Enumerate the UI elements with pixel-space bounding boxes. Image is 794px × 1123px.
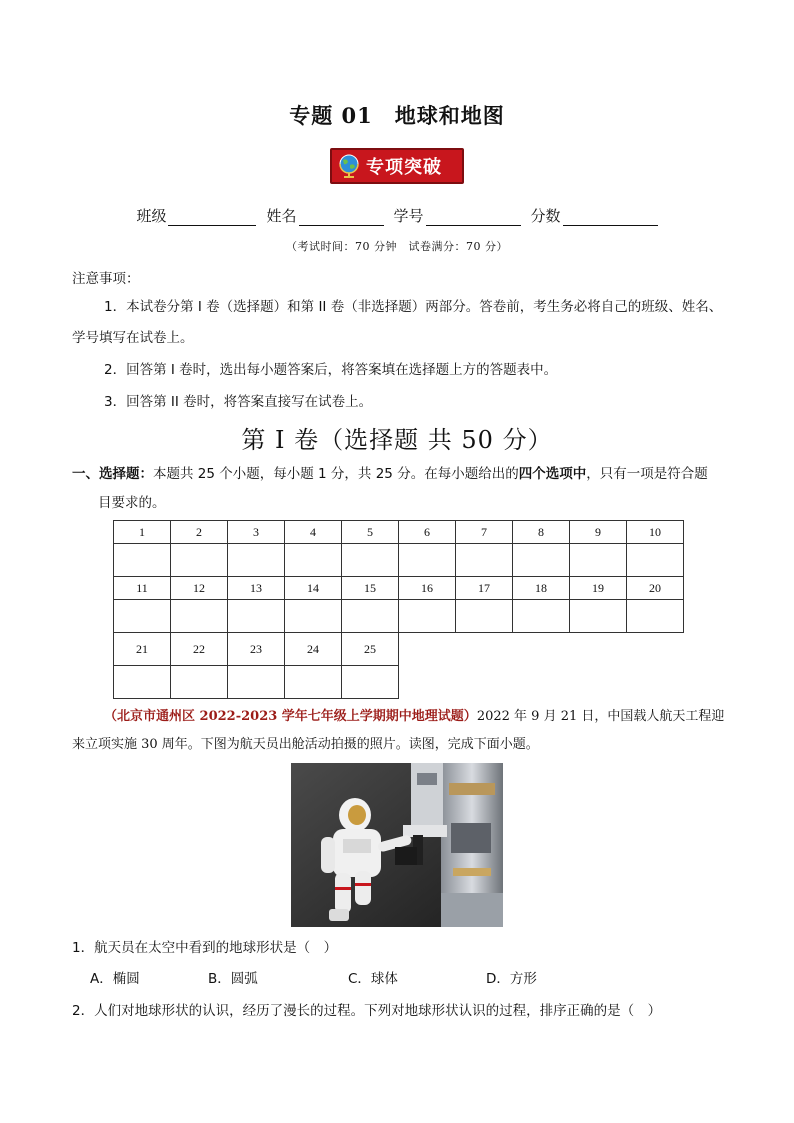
answer-cell[interactable] — [228, 666, 285, 699]
class-label: 班级 — [136, 207, 167, 225]
answer-number: 22 — [171, 633, 228, 666]
answer-cell[interactable] — [114, 666, 171, 699]
passage-line-1 — [104, 706, 724, 728]
answer-cell[interactable] — [513, 544, 570, 577]
instruction-bold: 四个选项中 — [518, 466, 587, 482]
option-a[interactable]: A．椭圆 — [90, 971, 140, 987]
astronaut-photo — [291, 763, 503, 927]
answer-cell[interactable] — [171, 666, 228, 699]
answer-number: 5 — [342, 521, 399, 544]
answer-number: 10 — [627, 521, 684, 544]
notice-heading: 注意事项： — [72, 271, 140, 287]
answer-number: 24 — [285, 633, 342, 666]
score-blank[interactable] — [563, 210, 658, 226]
answer-cell[interactable] — [627, 600, 684, 633]
answer-cell[interactable] — [285, 544, 342, 577]
section-heading: 第 I 卷（选择题 共 50 分） — [241, 426, 553, 454]
answer-number: 13 — [228, 577, 285, 600]
answer-cell[interactable] — [342, 544, 399, 577]
answer-number: 21 — [114, 633, 171, 666]
answer-number: 2 — [171, 521, 228, 544]
answer-cell[interactable] — [228, 544, 285, 577]
answer-cell[interactable] — [342, 600, 399, 633]
option-b[interactable]: B．圆弧 — [208, 971, 258, 987]
page-title: 专题 01 地球和地图 — [289, 103, 505, 128]
answer-cell[interactable] — [171, 600, 228, 633]
instruction-line-2: 目要求的。 — [98, 495, 166, 511]
answer-cell[interactable] — [399, 600, 456, 633]
id-label: 学号 — [393, 207, 424, 225]
instruction-end: ，只有一项是符合题 — [586, 466, 708, 482]
option-d[interactable]: D．方形 — [486, 971, 537, 987]
passage-line-2: 来立项实施 30 周年。下图为航天员出舱活动拍摄的照片。读图，完成下面小题。 — [72, 737, 539, 752]
badge-label: 专项突破 — [366, 157, 442, 178]
answer-number: 6 — [399, 521, 456, 544]
answer-number: 9 — [570, 521, 627, 544]
id-blank[interactable] — [426, 210, 521, 226]
section-badge — [330, 148, 464, 184]
passage-source: （北京市通州区 2022-2023 学年七年级上学期期中地理试题） — [104, 709, 477, 724]
answer-number: 12 — [171, 577, 228, 600]
instruction-text: 本题共 25 个小题，每小题 1 分，共 25 分。在每小题给出的 — [153, 466, 519, 482]
answer-number: 4 — [285, 521, 342, 544]
student-info-fields — [0, 205, 794, 226]
class-blank[interactable] — [168, 210, 256, 226]
answer-number: 11 — [114, 577, 171, 600]
answer-cell[interactable] — [114, 544, 171, 577]
answer-number: 15 — [342, 577, 399, 600]
answer-cell[interactable] — [456, 600, 513, 633]
answer-number: 23 — [228, 633, 285, 666]
answer-cell[interactable] — [285, 666, 342, 699]
name-blank[interactable] — [299, 210, 384, 226]
answer-cell[interactable] — [456, 544, 513, 577]
answer-cell[interactable] — [627, 544, 684, 577]
notice-item-3: 3．回答第 II 卷时，将答案直接写在试卷上。 — [104, 394, 373, 410]
notice-item-1-cont: 学号填写在试卷上。 — [72, 330, 194, 346]
score-label: 分数 — [530, 207, 561, 225]
answer-header-row — [114, 521, 684, 544]
notice-item-1: 1．本试卷分第 I 卷（选择题）和第 II 卷（非选择题）两部分。答卷前，考生务必将自己的班级、姓名、 — [104, 299, 723, 315]
answer-blank-row — [114, 544, 684, 577]
question-1-stem: 1．航天员在太空中看到的地球形状是（ ） — [72, 940, 338, 956]
instruction-prefix: 一、选择题： — [72, 466, 153, 482]
answer-number: 1 — [114, 521, 171, 544]
answer-cell[interactable] — [171, 544, 228, 577]
score-field[interactable] — [531, 205, 658, 226]
answer-number: 20 — [627, 577, 684, 600]
answer-number: 25 — [342, 633, 399, 666]
answer-number: 19 — [570, 577, 627, 600]
answer-number: 18 — [513, 577, 570, 600]
answer-number: 8 — [513, 521, 570, 544]
answer-cell[interactable] — [399, 544, 456, 577]
answer-cell[interactable] — [570, 600, 627, 633]
answer-header-row — [114, 577, 684, 600]
notice-item-2: 2．回答第 I 卷时，选出每小题答案后，将答案填在选择题上方的答题表中。 — [104, 362, 558, 378]
exam-info: （考试时间：70 分钟 试卷满分：70 分） — [286, 240, 508, 253]
question-2-stem: 2．人们对地球形状的认识，经历了漫长的过程。下列对地球形状认识的过程，排序正确的是（ ） — [72, 1003, 662, 1019]
answer-cell[interactable] — [513, 600, 570, 633]
name-field[interactable] — [266, 205, 383, 226]
class-field[interactable] — [136, 205, 256, 226]
instruction-line-1 — [72, 463, 708, 485]
question-1-options — [0, 967, 794, 987]
answer-cell[interactable] — [228, 600, 285, 633]
passage-text: 2022 年 9 月 21 日，中国载人航天工程迎 — [476, 709, 725, 724]
answer-number: 3 — [228, 521, 285, 544]
answer-number: 7 — [456, 521, 513, 544]
answer-table — [113, 520, 684, 699]
answer-number: 14 — [285, 577, 342, 600]
answer-blank-row — [114, 666, 684, 699]
answer-blank-row — [114, 600, 684, 633]
answer-header-row — [114, 633, 684, 666]
globe-icon — [336, 153, 362, 179]
option-c[interactable]: C．球体 — [348, 971, 398, 987]
name-label: 姓名 — [266, 207, 297, 225]
answer-number: 16 — [399, 577, 456, 600]
answer-number: 17 — [456, 577, 513, 600]
answer-cell[interactable] — [114, 600, 171, 633]
answer-cell[interactable] — [285, 600, 342, 633]
answer-cell[interactable] — [570, 544, 627, 577]
answer-cell[interactable] — [342, 666, 399, 699]
id-field[interactable] — [394, 205, 521, 226]
